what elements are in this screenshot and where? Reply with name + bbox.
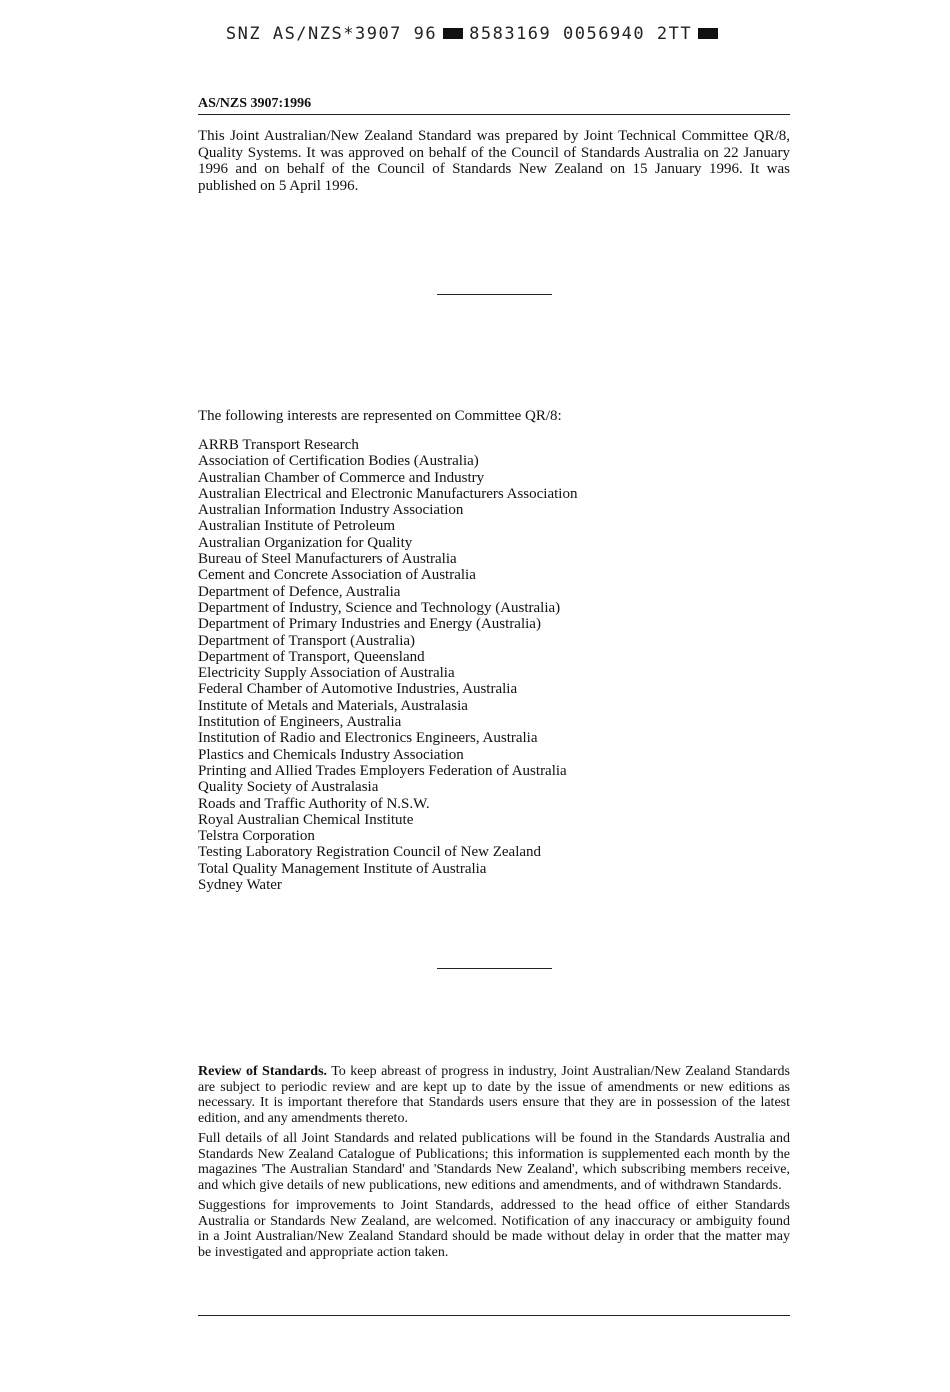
list-item: Roads and Traffic Authority of N.S.W.	[198, 795, 430, 812]
review-paragraph-1-text: To keep abreast of progress in industry, Joint Australian/New Zealand Standards are subject to periodic review and are kept up to date by the issue of amendments or new editions as necessary. It is important therefore that Standards users ensure that they are in possession of the latest edition, and any amendments thereto.	[198, 1064, 791, 1126]
standard-identifier: AS/NZS 3907:1996	[198, 96, 790, 115]
review-heading: Review of Standards.	[198, 1064, 328, 1079]
list-item: Bureau of Steel Manufacturers of Australia	[198, 551, 457, 568]
review-paragraph-1	[198, 1064, 790, 1126]
review-paragraph-2: Full details of all Joint Standards and related publications will be found in the Standards Australia and Standards New Zealand Catalogue of Publications; this information is supplemented each month by the magazines 'The Australian Standard' and 'Standards New Zealand', which subscribing members receive, and which give details of new publications, new editions and amendments, and of withdrawn Standards.	[198, 1131, 790, 1193]
section-divider	[437, 968, 552, 969]
black-bar-mark	[443, 28, 463, 39]
list-item: Cement and Concrete Association of Australia	[198, 567, 476, 584]
section-divider	[437, 294, 552, 295]
list-item: Sydney Water	[198, 877, 282, 894]
list-item: Institution of Radio and Electronics Engineers, Australia	[198, 730, 538, 747]
list-item: ARRB Transport Research	[198, 437, 359, 453]
list-item: Institution of Engineers, Australia	[198, 714, 402, 731]
bottom-rule	[198, 1315, 790, 1316]
review-paragraph-3: Suggestions for improvements to Joint Standards, addressed to the head office of either Standards Australia or Standards New Zealand, are welcomed. Notification of any inaccuracy or ambiguity found in a Joint Australian/New Zealand Standard should be made without delay in order that the matter may be investigated and appropriate action taken.	[198, 1198, 790, 1260]
black-bar-mark	[698, 28, 718, 39]
list-item: Australian Organization for Quality	[198, 534, 413, 551]
review-of-standards-section	[198, 1064, 790, 1265]
preparation-statement: This Joint Australian/New Zealand Standard was prepared by Joint Technical Committee QR/8, Quality Systems. It was approved on behalf of the Council of Standards Australia on 22 January 1996 and on behalf of the Council of Standards New Zealand on 15 January 1996. It was published on 5 April 1996.	[198, 128, 790, 194]
list-item: Department of Industry, Science and Technology (Australia)	[198, 599, 561, 616]
list-item: Total Quality Management Institute of Australia	[198, 860, 487, 877]
list-item: Association of Certification Bodies (Australia)	[198, 453, 479, 470]
list-item: Department of Transport (Australia)	[198, 632, 416, 649]
list-item: Printing and Allied Trades Employers Federation of Australia	[198, 762, 567, 779]
list-item: Testing Laboratory Registration Council of New Zealand	[198, 844, 542, 861]
list-item: Quality Society of Australasia	[198, 779, 379, 796]
committee-interests-list	[198, 437, 577, 893]
catalogue-code-part1: SNZ AS/NZS*3907 96	[225, 24, 438, 44]
committee-interests-intro: The following interests are represented on Committee QR/8:	[198, 408, 562, 424]
catalogue-code-part2: 8583169 0056940 2TT	[469, 24, 693, 44]
list-item: Royal Australian Chemical Institute	[198, 811, 414, 828]
list-item: Federal Chamber of Automotive Industries, Australia	[198, 681, 518, 698]
list-item: Department of Defence, Australia	[198, 583, 401, 600]
list-item: Australian Institute of Petroleum	[198, 518, 396, 535]
list-item: Institute of Metals and Materials, Australasia	[198, 697, 468, 714]
list-item: Department of Primary Industries and Energy (Australia)	[198, 616, 541, 633]
list-item: Department of Transport, Queensland	[198, 648, 425, 665]
list-item: Australian Information Industry Association	[198, 502, 464, 519]
list-item: Australian Chamber of Commerce and Industry	[198, 469, 485, 486]
catalogue-code-header	[0, 24, 950, 44]
list-item: Electricity Supply Association of Australia	[198, 665, 455, 682]
list-item: Telstra Corporation	[198, 828, 315, 845]
list-item: Australian Electrical and Electronic Manufacturers Association	[198, 485, 578, 502]
list-item: Plastics and Chemicals Industry Association	[198, 746, 464, 763]
